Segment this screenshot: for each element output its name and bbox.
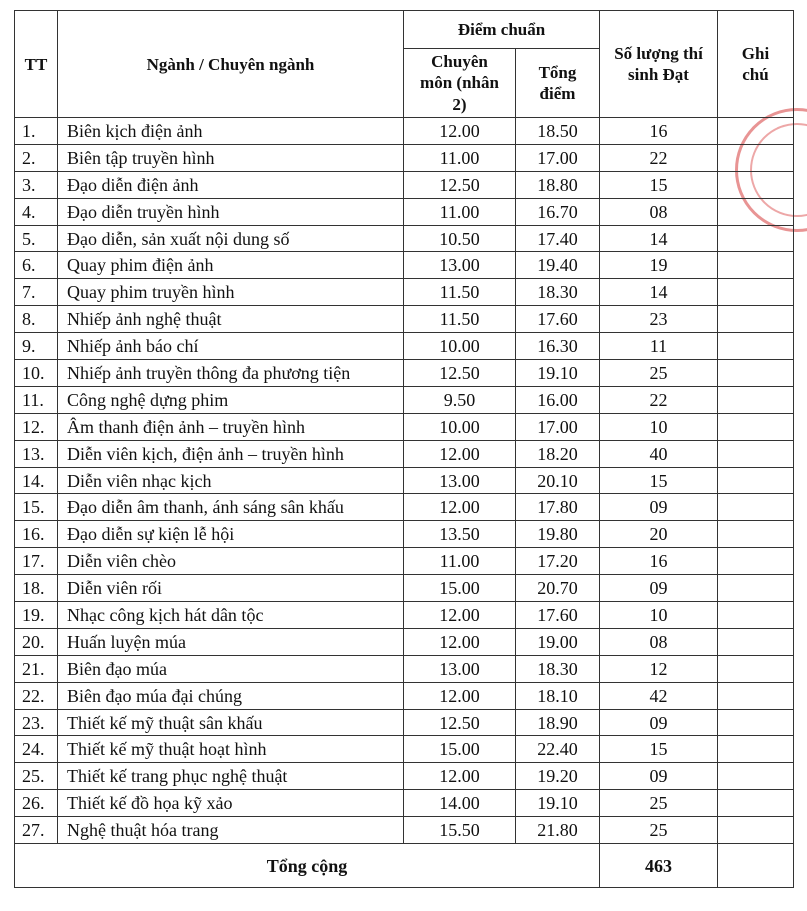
row-major-name: Quay phim điện ảnh: [58, 252, 404, 279]
row-passed-count: 15: [600, 467, 718, 494]
row-total-score: 17.20: [516, 548, 600, 575]
table-row: [15, 386, 794, 413]
row-note: [718, 494, 794, 521]
table-row: [15, 360, 794, 387]
row-index: 19.: [15, 602, 58, 629]
table-row: [15, 655, 794, 682]
row-note: [718, 548, 794, 575]
table-row: [15, 817, 794, 844]
row-total-score: 18.50: [516, 118, 600, 145]
row-note: [718, 413, 794, 440]
row-major-name: Nhiếp ảnh nghệ thuật: [58, 306, 404, 333]
header-passed-count: Số lượng thí sinh Đạt: [600, 11, 718, 118]
row-major-name: Âm thanh điện ảnh – truyền hình: [58, 413, 404, 440]
row-index: 27.: [15, 817, 58, 844]
row-passed-count: 08: [600, 198, 718, 225]
row-major-name: Thiết kế mỹ thuật sân khấu: [58, 709, 404, 736]
row-index: 2.: [15, 144, 58, 171]
row-note: [718, 763, 794, 790]
row-major-score: 11.50: [404, 306, 516, 333]
row-index: 20.: [15, 628, 58, 655]
row-total-score: 18.20: [516, 440, 600, 467]
row-major-name: Đạo diễn truyền hình: [58, 198, 404, 225]
row-index: 13.: [15, 440, 58, 467]
row-passed-count: 22: [600, 386, 718, 413]
row-major-score: 11.00: [404, 198, 516, 225]
row-major-name: Thiết kế đồ họa kỹ xảo: [58, 790, 404, 817]
row-major-score: 13.00: [404, 252, 516, 279]
row-note: [718, 682, 794, 709]
row-total-score: 19.80: [516, 521, 600, 548]
row-passed-count: 10: [600, 413, 718, 440]
table-row: [15, 225, 794, 252]
row-total-score: 19.00: [516, 628, 600, 655]
row-index: 8.: [15, 306, 58, 333]
table-row: [15, 494, 794, 521]
row-major-name: Nhạc công kịch hát dân tộc: [58, 602, 404, 629]
row-major-score: 10.00: [404, 413, 516, 440]
table-row: [15, 198, 794, 225]
row-passed-count: 25: [600, 817, 718, 844]
row-total-score: 17.60: [516, 602, 600, 629]
row-index: 4.: [15, 198, 58, 225]
row-passed-count: 09: [600, 763, 718, 790]
row-note: [718, 440, 794, 467]
table-row: [15, 628, 794, 655]
table-row: [15, 413, 794, 440]
row-total-score: 17.40: [516, 225, 600, 252]
row-total-score: 19.10: [516, 790, 600, 817]
table-row: [15, 279, 794, 306]
header-score-group: Điểm chuẩn: [404, 11, 600, 49]
row-passed-count: 15: [600, 736, 718, 763]
row-index: 6.: [15, 252, 58, 279]
row-major-score: 12.00: [404, 440, 516, 467]
row-total-score: 16.00: [516, 386, 600, 413]
row-index: 16.: [15, 521, 58, 548]
row-index: 18.: [15, 575, 58, 602]
row-total-score: 19.20: [516, 763, 600, 790]
row-major-score: 14.00: [404, 790, 516, 817]
row-index: 23.: [15, 709, 58, 736]
row-note: [718, 144, 794, 171]
row-major-name: Đạo diễn điện ảnh: [58, 171, 404, 198]
row-major-name: Biên đạo múa: [58, 655, 404, 682]
row-note: [718, 467, 794, 494]
row-passed-count: 22: [600, 144, 718, 171]
row-index: 21.: [15, 655, 58, 682]
row-major-name: Nhiếp ảnh báo chí: [58, 333, 404, 360]
row-major-score: 12.00: [404, 494, 516, 521]
row-major-score: 15.50: [404, 817, 516, 844]
row-note: [718, 118, 794, 145]
row-total-score: 17.80: [516, 494, 600, 521]
table-row: [15, 118, 794, 145]
row-total-score: 19.10: [516, 360, 600, 387]
row-index: 3.: [15, 171, 58, 198]
row-index: 11.: [15, 386, 58, 413]
row-note: [718, 655, 794, 682]
row-major-name: Diễn viên kịch, điện ảnh – truyền hình: [58, 440, 404, 467]
row-passed-count: 42: [600, 682, 718, 709]
total-label: Tổng cộng: [15, 844, 600, 888]
row-passed-count: 23: [600, 306, 718, 333]
row-note: [718, 279, 794, 306]
row-note: [718, 817, 794, 844]
table-row: [15, 548, 794, 575]
row-note: [718, 360, 794, 387]
row-index: 10.: [15, 360, 58, 387]
row-major-name: Thiết kế mỹ thuật hoạt hình: [58, 736, 404, 763]
row-major-name: Huấn luyện múa: [58, 628, 404, 655]
row-major-score: 15.00: [404, 575, 516, 602]
row-passed-count: 16: [600, 118, 718, 145]
row-note: [718, 521, 794, 548]
row-passed-count: 09: [600, 709, 718, 736]
table-row: [15, 467, 794, 494]
row-passed-count: 09: [600, 494, 718, 521]
row-passed-count: 12: [600, 655, 718, 682]
row-passed-count: 14: [600, 279, 718, 306]
row-note: [718, 790, 794, 817]
row-index: 5.: [15, 225, 58, 252]
row-major-score: 9.50: [404, 386, 516, 413]
row-major-name: Biên tập truyền hình: [58, 144, 404, 171]
row-major-score: 12.00: [404, 682, 516, 709]
row-passed-count: 40: [600, 440, 718, 467]
row-index: 14.: [15, 467, 58, 494]
row-major-score: 12.50: [404, 360, 516, 387]
row-major-score: 11.50: [404, 279, 516, 306]
table-row: [15, 602, 794, 629]
row-note: [718, 736, 794, 763]
row-total-score: 17.00: [516, 413, 600, 440]
row-total-score: 18.80: [516, 171, 600, 198]
table-row: [15, 440, 794, 467]
row-passed-count: 19: [600, 252, 718, 279]
table-row: [15, 333, 794, 360]
row-total-score: 18.90: [516, 709, 600, 736]
row-index: 1.: [15, 118, 58, 145]
table-body: [15, 118, 794, 844]
row-passed-count: 15: [600, 171, 718, 198]
total-value: 463: [600, 844, 718, 888]
row-passed-count: 25: [600, 360, 718, 387]
row-total-score: 17.00: [516, 144, 600, 171]
row-note: [718, 575, 794, 602]
row-total-score: 18.30: [516, 279, 600, 306]
row-major-name: Quay phim truyền hình: [58, 279, 404, 306]
row-passed-count: 14: [600, 225, 718, 252]
row-total-score: 20.70: [516, 575, 600, 602]
row-note: [718, 198, 794, 225]
row-major-name: Thiết kế trang phục nghệ thuật: [58, 763, 404, 790]
row-note: [718, 386, 794, 413]
table-row: [15, 763, 794, 790]
row-major-name: Đạo diễn âm thanh, ánh sáng sân khấu: [58, 494, 404, 521]
row-note: [718, 225, 794, 252]
row-major-score: 12.50: [404, 171, 516, 198]
row-total-score: 16.70: [516, 198, 600, 225]
row-major-score: 12.00: [404, 602, 516, 629]
row-index: 26.: [15, 790, 58, 817]
row-index: 12.: [15, 413, 58, 440]
row-major-score: 12.00: [404, 628, 516, 655]
row-passed-count: 10: [600, 602, 718, 629]
table-row: [15, 171, 794, 198]
row-index: 9.: [15, 333, 58, 360]
row-index: 7.: [15, 279, 58, 306]
row-major-score: 12.50: [404, 709, 516, 736]
header-major: Ngành / Chuyên ngành: [58, 11, 404, 118]
table-row: [15, 736, 794, 763]
row-index: 22.: [15, 682, 58, 709]
header-major-score: Chuyên môn (nhân 2): [404, 49, 516, 118]
table-row: [15, 252, 794, 279]
table-row: [15, 682, 794, 709]
row-major-name: Diễn viên rối: [58, 575, 404, 602]
row-total-score: 17.60: [516, 306, 600, 333]
row-index: 25.: [15, 763, 58, 790]
row-major-score: 11.00: [404, 548, 516, 575]
row-major-name: Nhiếp ảnh truyền thông đa phương tiện: [58, 360, 404, 387]
row-total-score: 18.30: [516, 655, 600, 682]
row-total-score: 20.10: [516, 467, 600, 494]
row-passed-count: 20: [600, 521, 718, 548]
row-total-score: 19.40: [516, 252, 600, 279]
table-row: [15, 575, 794, 602]
table-row: [15, 521, 794, 548]
row-note: [718, 628, 794, 655]
row-passed-count: 25: [600, 790, 718, 817]
row-major-score: 13.00: [404, 655, 516, 682]
row-passed-count: 16: [600, 548, 718, 575]
row-major-score: 13.50: [404, 521, 516, 548]
row-note: [718, 709, 794, 736]
table-row: [15, 709, 794, 736]
row-total-score: 16.30: [516, 333, 600, 360]
table-row: [15, 144, 794, 171]
row-major-score: 11.00: [404, 144, 516, 171]
row-major-name: Nghệ thuật hóa trang: [58, 817, 404, 844]
row-major-name: Đạo diễn sự kiện lễ hội: [58, 521, 404, 548]
row-total-score: 21.80: [516, 817, 600, 844]
row-major-score: 10.50: [404, 225, 516, 252]
total-note: [718, 844, 794, 888]
table-row: [15, 790, 794, 817]
row-major-name: Diễn viên chèo: [58, 548, 404, 575]
header-note: Ghi chú: [718, 11, 794, 118]
row-index: 15.: [15, 494, 58, 521]
header-total-score: Tổng điểm: [516, 49, 600, 118]
row-index: 17.: [15, 548, 58, 575]
row-major-score: 12.00: [404, 763, 516, 790]
row-major-name: Công nghệ dựng phim: [58, 386, 404, 413]
row-note: [718, 333, 794, 360]
row-note: [718, 171, 794, 198]
row-passed-count: 11: [600, 333, 718, 360]
row-major-name: Biên kịch điện ảnh: [58, 118, 404, 145]
row-note: [718, 252, 794, 279]
table-row: [15, 306, 794, 333]
row-major-score: 15.00: [404, 736, 516, 763]
row-index: 24.: [15, 736, 58, 763]
row-passed-count: 09: [600, 575, 718, 602]
row-note: [718, 306, 794, 333]
row-note: [718, 602, 794, 629]
row-major-name: Diễn viên nhạc kịch: [58, 467, 404, 494]
row-major-name: Đạo diễn, sản xuất nội dung số: [58, 225, 404, 252]
row-passed-count: 08: [600, 628, 718, 655]
row-major-name: Biên đạo múa đại chúng: [58, 682, 404, 709]
row-total-score: 22.40: [516, 736, 600, 763]
admission-score-table: [14, 10, 794, 888]
header-tt: TT: [15, 11, 58, 118]
row-major-score: 13.00: [404, 467, 516, 494]
row-major-score: 12.00: [404, 118, 516, 145]
row-total-score: 18.10: [516, 682, 600, 709]
row-major-score: 10.00: [404, 333, 516, 360]
